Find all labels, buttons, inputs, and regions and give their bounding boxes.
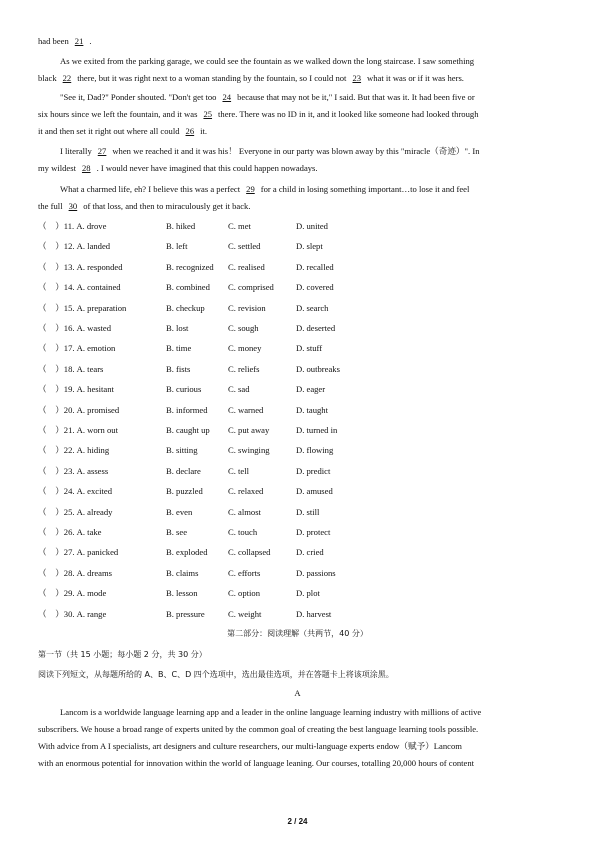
option-d: D. stuff [296, 343, 323, 354]
passage-a-line: With advice from A I specialists, art designers and culture researchers, our multi-language experts endow（赋予）Lancom [38, 741, 462, 751]
passage-line: had been 21 . [38, 36, 92, 46]
option-b: B. curious [166, 384, 202, 395]
question-stem: （ ）30. A. range [38, 608, 107, 619]
option-c: C. comprised [228, 282, 274, 293]
option-b: B. informed [166, 404, 208, 415]
question-stem: （ ）15. A. preparation [38, 302, 127, 313]
question-stem: （ ）27. A. panicked [38, 547, 119, 558]
passage-a-line: Lancom is a worldwide language learning app and a leader in the online language learning industry with millions of active [60, 707, 482, 717]
option-d: D. flowing [296, 445, 334, 456]
passage-paragraph: As we exited from the parking garage, we could see the fountain as we walked down the long staircase. I saw something black 22 there, but it was right next to a woman standing by the fountain, so I could not 23 what it was or if it was hers. [38, 56, 475, 83]
option-c: C. tell [228, 465, 250, 476]
option-c: C. touch [228, 527, 258, 537]
passage-a-line: subscribers. We house a broad range of experts united by the common goal of creating the best language learning tools possible. [38, 724, 479, 734]
question-stem: （ ）14. A. contained [38, 282, 121, 293]
option-c: C. almost [228, 506, 261, 517]
option-b: B. lost [166, 323, 189, 333]
question-stem: （ ）25. A. already [38, 506, 113, 517]
option-c: C. sad [228, 384, 250, 395]
blank-22: 22 [62, 73, 72, 83]
option-d: D. harvest [296, 608, 332, 619]
option-d: D. plot [296, 588, 320, 599]
question-stem: （ ）17. A. emotion [38, 343, 116, 354]
option-c: C. money [228, 343, 262, 354]
option-b: B. fists [166, 363, 191, 374]
option-b: B. claims [166, 567, 199, 578]
option-d: D. deserted [296, 323, 336, 333]
question-stem: （ ）23. A. assess [38, 465, 109, 476]
passage-paragraph: I literally 27 when we reached it and it was his！ Everyone in our party was blown away by this "miracle（奇迹）". In my wildest 28 . I would never have imagined that this could happen nowadays. [38, 146, 480, 173]
option-c: C. option [228, 588, 260, 599]
option-b: B. see [166, 527, 188, 537]
option-b: B. caught up [166, 425, 210, 435]
option-d: D. protect [296, 527, 331, 537]
option-c: C. swinging [228, 445, 270, 456]
option-b: B. sitting [166, 445, 198, 456]
blank-27: 27 [97, 146, 107, 156]
option-c: C. settled [228, 241, 261, 252]
option-c: C. met [228, 221, 251, 231]
option-d: D. predict [296, 465, 331, 476]
option-b: B. time [166, 343, 192, 354]
question-stem: （ ）28. A. dreams [38, 567, 112, 578]
option-b: B. puzzled [166, 486, 203, 497]
question-stem: （ ）29. A. mode [38, 588, 107, 599]
option-c: C. sough [228, 323, 259, 333]
question-stem: （ ）22. A. hiding [38, 445, 110, 456]
passage-paragraph: What a charmed life, eh? I believe this was a perfect 29 for a child in losing something important…to lose it and feel the full 30 of that loss, and then to miraculously get it back. [38, 184, 470, 211]
blank-30: 30 [68, 201, 78, 211]
option-c: C. revision [228, 302, 266, 313]
option-d: D. slept [296, 241, 323, 252]
blank-26: 26 [185, 126, 195, 136]
option-c: C. reliefs [228, 363, 260, 374]
blank-28: 28 [81, 163, 91, 173]
option-b: B. hiked [166, 221, 196, 231]
blank-23: 23 [352, 73, 362, 83]
option-d: D. united [296, 221, 328, 231]
option-c: C. put away [228, 425, 270, 435]
option-b: B. combined [166, 282, 210, 293]
question-stem: （ ）21. A. worn out [38, 425, 118, 435]
question-stem: （ ）16. A. wasted [38, 323, 112, 333]
option-b: B. declare [166, 465, 201, 476]
blank-25: 25 [203, 109, 213, 119]
blank-21: 21 [74, 36, 84, 46]
option-d: D. eager [296, 384, 326, 395]
passage-label: A [294, 688, 301, 698]
question-stem: （ ）24. A. excited [38, 486, 112, 497]
option-d: D. search [296, 302, 329, 313]
option-c: C. relaxed [228, 486, 264, 497]
option-d: D. covered [296, 282, 334, 293]
part-title: 第二部分：阅读理解（共两节，40 分） [227, 629, 368, 638]
option-b: B. exploded [166, 547, 208, 558]
option-c: C. efforts [228, 567, 261, 578]
option-d: D. taught [296, 404, 328, 415]
option-d: D. recalled [296, 261, 334, 272]
passage-paragraph: "See it, Dad?" Ponder shouted. "Don't get too 24 because that may not be it," I said. But that was it. It had been five or six hours since we left the fountain, and it was 25 there. There was no ID in it, and it looked like someone had looked through it and then set it right out where all could 26 it. [38, 92, 479, 136]
section-title: 第一节（共 15 小题；每小题 2 分，共 30 分） [38, 650, 207, 659]
option-d: D. outbreaks [296, 363, 340, 374]
page-number: 2 / 24 [287, 817, 308, 826]
question-stem: （ ）11. A. drove [38, 221, 107, 231]
blank-24: 24 [222, 92, 232, 102]
question-stem: （ ）26. A. take [38, 527, 102, 537]
option-c: C. collapsed [228, 547, 271, 558]
passage-a-line: with an enormous potential for innovation within the world of language leaning. Our courses, totalling 20,000 hours of content [38, 758, 475, 768]
option-b: B. left [166, 241, 188, 252]
option-b: B. even [166, 506, 193, 517]
option-d: D. still [296, 506, 320, 517]
question-stem: （ ）18. A. tears [38, 363, 104, 374]
blank-29: 29 [246, 184, 255, 194]
option-d: D. cried [296, 547, 324, 558]
passage-a [38, 704, 568, 772]
option-b: B. pressure [166, 608, 205, 619]
option-b: B. recognized [166, 261, 214, 272]
option-c: C. weight [228, 608, 262, 619]
option-c: C. realised [228, 261, 265, 272]
option-d: D. amused [296, 486, 333, 497]
option-d: D. passions [296, 567, 336, 578]
option-c: C. warned [228, 404, 264, 415]
question-stem: （ ）12. A. landed [38, 241, 111, 252]
option-b: B. checkup [166, 302, 205, 313]
option-d: D. turned in [296, 425, 338, 435]
question-stem: （ ）13. A. responded [38, 261, 123, 272]
question-stem: （ ）19. A. hesitant [38, 384, 114, 395]
instruction: 阅读下列短文，从每题所给的 A、B、C、D 四个选项中，选出最佳选项，并在答题卡上将该项涂黑。 [38, 670, 394, 679]
question-stem: （ ）20. A. promised [38, 404, 120, 415]
option-b: B. lesson [166, 588, 198, 599]
